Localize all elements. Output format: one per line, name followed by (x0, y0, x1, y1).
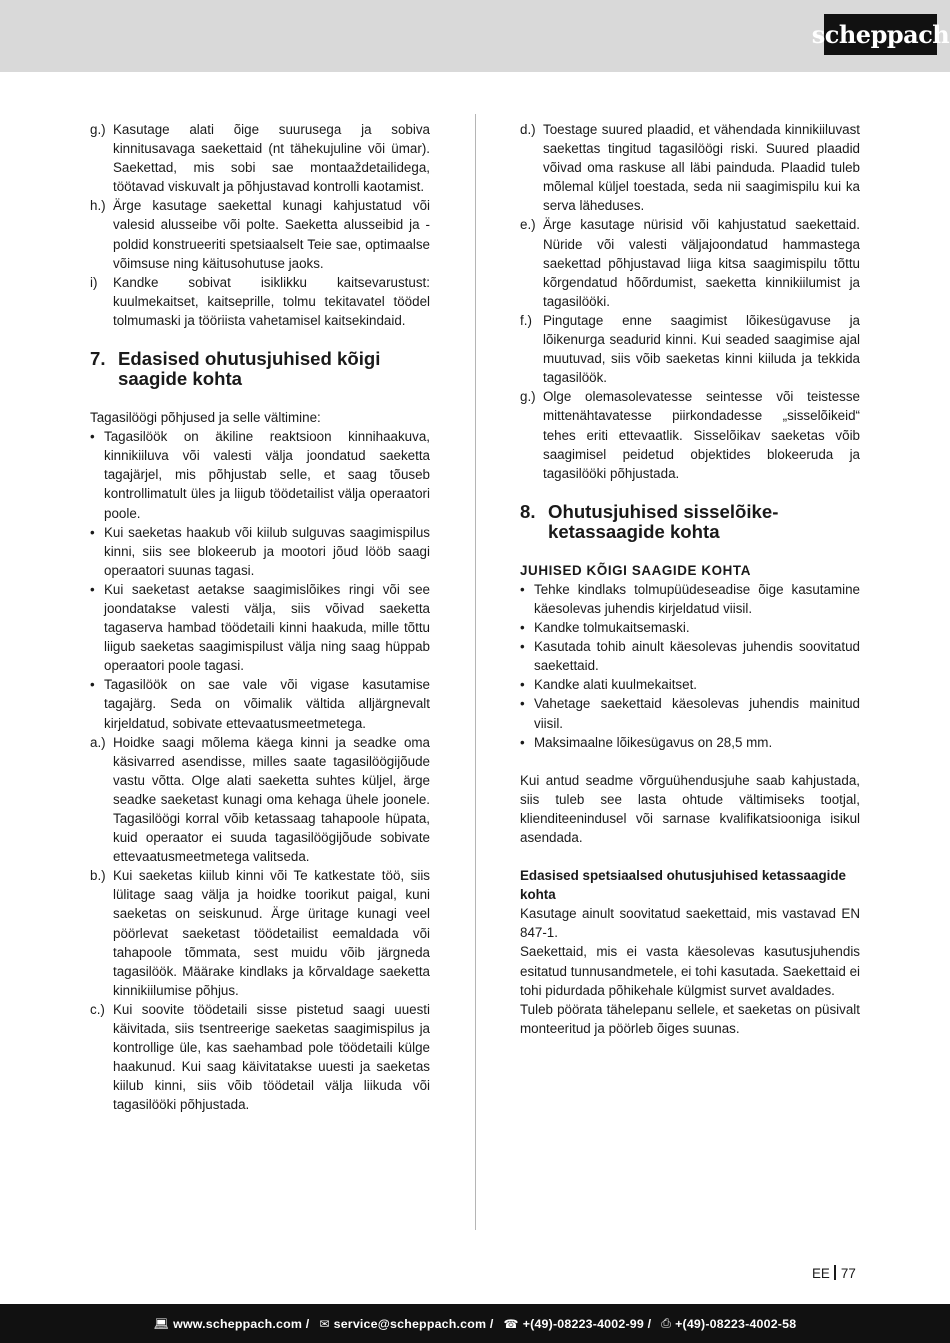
bullet-item (520, 637, 860, 675)
list-marker: b.) (90, 868, 106, 884)
mail-icon: ✉︎ (319, 1316, 330, 1331)
paragraph-cable: Kui antud seadme võrguühendusjuhe saab kahjustada, siis tuleb see lasta ohtude vältimiseks tootjal, klienditeenindusel või sarnase kvalifikatsiooniga isikul asendada. (520, 772, 860, 845)
bullet-dot: • (520, 581, 525, 597)
list-marker: d.) (520, 122, 536, 137)
list-item (90, 733, 430, 867)
section-8-heading (520, 502, 860, 542)
footer-fax: +(49)-08223-4002-58 (675, 1316, 797, 1331)
list-text: Olge olemasolevatesse seintesse või teistesse mittenähtavatesse piirkondadesse „sisselõikeid“ tehes eriti ettevaatlik. Sisselõikav saeketas võib saagimisel peidetud objektides blokeeruda ja tagasilööki põhjustada. (543, 389, 860, 481)
list-text: Ärge kasutage nürisid või kahjustatud saekettaid. Nüride või valesti väljajoondatud hammastega saekettad põhjustavad liiga kitsa saagimispilu tõttu kõrgendatud hõõrdumist, saeketta kinnikiilumist ja tagasilööki. (543, 217, 860, 309)
bullet-item (520, 694, 860, 732)
bold-heading: Edasised spetsiaalsed ohutusjuhised ketassaagide kohta (520, 868, 846, 903)
left-column (90, 120, 430, 1115)
list-item (520, 311, 860, 387)
bullet-dot: • (520, 696, 525, 712)
bullet-text: Kandke tolmukaitsemaski. (534, 620, 690, 636)
paragraph: Tuleb pöörata tähelepanu sellele, et saeketas on püsivalt monteeritud ja pöörleb õiges suunas. (520, 1001, 860, 1036)
bullet-dot: • (90, 581, 95, 597)
list-text: Ärge kasutage saekettal kunagi kahjustatud või valesid alusseibe või polte. Saeketta alusseibid ja -poldid konstrueeriti spetsiaalselt Teie sae, optimaalse võimsuse ning käitusohutuse jaoks. (113, 198, 430, 271)
footer-web[interactable]: www.scheppach.com / (173, 1316, 310, 1331)
bullet-item (90, 523, 430, 580)
section-number: 7. (90, 348, 106, 370)
computer-icon: 💻︎ (153, 1316, 170, 1331)
footer-email[interactable]: service@scheppach.com / (333, 1316, 494, 1331)
list-item (90, 196, 430, 272)
bullet-text: Tagasilöök on sae vale või vigase kasutamise tagajärg. Seda on võimalik vältida alljärgnevalt kirjeldatud, sobivate ettevaatusmeetmetega. (104, 677, 430, 731)
list-marker: e.) (520, 217, 536, 233)
list-text: Pingutage enne saagimist lõikesügavuse ja lõikenurga seadurid kinni. Kui seaded saagimise ajal muutuvad, siis võib saeketas kinni kiiluda ja tekkida tagasilöök. (543, 312, 860, 386)
bullet-dot: • (520, 677, 525, 693)
section-intro: Tagasilöögi põhjused ja selle vältimine: (90, 410, 321, 426)
list-marker: a.) (90, 734, 106, 750)
bullet-item (520, 733, 860, 752)
footer-bar (0, 1304, 950, 1343)
bullet-text: Tehke kindlaks tolmupüüdeseadise õige kasutamine käesolevas juhendis kirjeldatud viisil. (534, 581, 860, 616)
paragraph: Saekettaid, mis ei vasta käesolevas kasutusjuhendis esitatud tunnusandmetele, ei tohi kasutada. Saekettaid ei tohi pidurdada põhikehale külgmist survet avaldades. (520, 944, 860, 998)
list-text: Kandke sobivat isiklikku kaitsevarustust: kuulmekaitset, kaitseprille, tolmu tekitavatel töödel tolmumaski ja tööriista vahetamisel kaitsekindaid. (113, 274, 430, 328)
list-item (520, 215, 860, 310)
bullet-dot: • (90, 677, 95, 693)
paragraph: Kasutage ainult soovitatud saekettaid, mis vastavad EN 847-1. (520, 906, 860, 941)
bullet-item (90, 427, 430, 522)
bullet-dot: • (520, 734, 525, 750)
fax-icon: ⎙ (661, 1316, 672, 1330)
section-title: Edasised ohutusjuhised kõigi saagide kohta (118, 348, 381, 390)
list-item (520, 120, 860, 215)
list-item (520, 387, 860, 482)
list-marker: g.) (520, 389, 536, 405)
list-marker: f.) (520, 312, 532, 328)
bullet-text: Vahetage saekettaid käesolevas juhendis mainitud viisil. (534, 696, 860, 731)
list-marker: i) (90, 274, 98, 290)
list-item (90, 1000, 430, 1115)
page-number (812, 1264, 856, 1283)
page-number-value: 77 (840, 1266, 856, 1281)
list-item (90, 866, 430, 1000)
bullet-dot: • (90, 429, 95, 445)
list-marker: h.) (90, 198, 106, 214)
section-number: 8. (520, 500, 536, 522)
bullet-item (520, 618, 860, 637)
bullet-text: Kandke alati kuulmekaitset. (534, 677, 698, 693)
footer-phone: +(49)-08223-4002-99 / (522, 1316, 652, 1331)
bullet-text: Kui saeketas haakub või kiilub sulguvas saagimispilus kinni, siis see blokeerub ja mootori jõud lööb saagi operaatori suunas tagasi. (104, 524, 430, 578)
bullet-text: Kui saeketast aetakse saagimislõikes ringi või see joondatakse valesti välja, siis võivad saeketta tagaserva hambad töödetaili kinni haakuda, mille tõttu liigub saeketas saagimispilust välja ning saag hüppab operaatori poole tagasi. (104, 581, 430, 674)
bullet-text: Tagasilöök on äkiline reaktsioon kinnihaakuva, kinnikiiluva või valesti välja joondatud saeketta tagajärjel, mis põhjustab selle, et saag tõuseb kontrollimatult üles ja liigub töödetailist välja operaatori poole. (104, 429, 430, 521)
bullet-item (520, 675, 860, 694)
list-text: Kui saeketas kiilub kinni või Te katkestate töö, siis lülitage saag välja ja hoidke toorikut paigal, kuni saeketas on seiskunud. Ärge üritage kunagi veel pöörlevat saeketast töödetailist eemaldada või tahapoole tõmmata, sest muidu võib järgneda tagasilöök. Määrake kindlaks ja kõrvaldage saeketta kinnikiilumise põhjus. (113, 868, 430, 998)
bullet-dot: • (90, 524, 95, 540)
list-text: Hoidke saagi mõlema käega kinni ja seadke oma käsivarred asendisse, milles saate tagasilöögijõude vastu võtta. Olge alati saeketta suhtes küljel, ärge seadke saeketast kunagi oma kehaga ühele joonele. Tagasilöögi korral võib ketassaag tahapoole hüpata, kuid operaator ei suuda tagasilöögijõude sobivate ettevaatusmeetmetega valitseda. (113, 734, 430, 865)
bullet-text: Maksimaalne lõikesügavus on 28,5 mm. (534, 734, 773, 750)
section-7-heading (90, 349, 430, 389)
list-item (90, 120, 430, 196)
bullet-text: Kasutada tohib ainult käesolevas juhendis soovitatud saekettaid. (534, 639, 860, 674)
section-title: Ohutusjuhised sisselõike-ketassaagide kohta (548, 500, 779, 542)
bullet-item (520, 580, 860, 618)
language-code: EE (812, 1266, 830, 1281)
bullet-dot: • (520, 639, 525, 655)
list-text: Kasutage alati õige suurusega ja sobiva kinnitusavaga saekettaid (nt tähekujuline või ümar). Saekettad, mis sobi sae montaaždetailidega, töötavad viskuvalt ja põhjustavad kontrolli kaotamist. (113, 122, 430, 195)
phone-icon: ☎︎ (503, 1316, 519, 1331)
column-divider (475, 114, 476, 1230)
list-item (90, 273, 430, 330)
subheading: JUHISED KÕIGI SAAGIDE KOHTA (520, 562, 751, 578)
list-marker: c.) (90, 1001, 105, 1017)
brand-logo: scheppach (824, 14, 937, 55)
list-text: Kui soovite töödetaili sisse pistetud saagi uuesti käivitada, siis tsentreerige saeketas saagimispilus ja kontrollige üle, kas saehambad pole töödetaili külge haakunud. Kui saag käivitatakse uuesti ja saeketas kiilub kinni, siis võib töödetail välja liikuda või tagasilööki põhjustada. (113, 1001, 430, 1113)
bullet-item (90, 580, 430, 675)
header-bar (0, 0, 950, 72)
bullet-item (90, 675, 430, 732)
list-text: Toestage suured plaadid, et vähendada kinnikiiluvast saekettas tingitud tagasilöögi riski. Suured plaadid võivad oma raskuse all läbi painduda. Plaadid tuleb mõlemal küljel toestada, seda nii saagimispilu kui ka serva läheduses. (543, 122, 860, 214)
right-column (520, 120, 860, 1038)
list-marker: g.) (90, 122, 106, 137)
bullet-dot: • (520, 620, 525, 636)
page-separator (834, 1265, 836, 1280)
